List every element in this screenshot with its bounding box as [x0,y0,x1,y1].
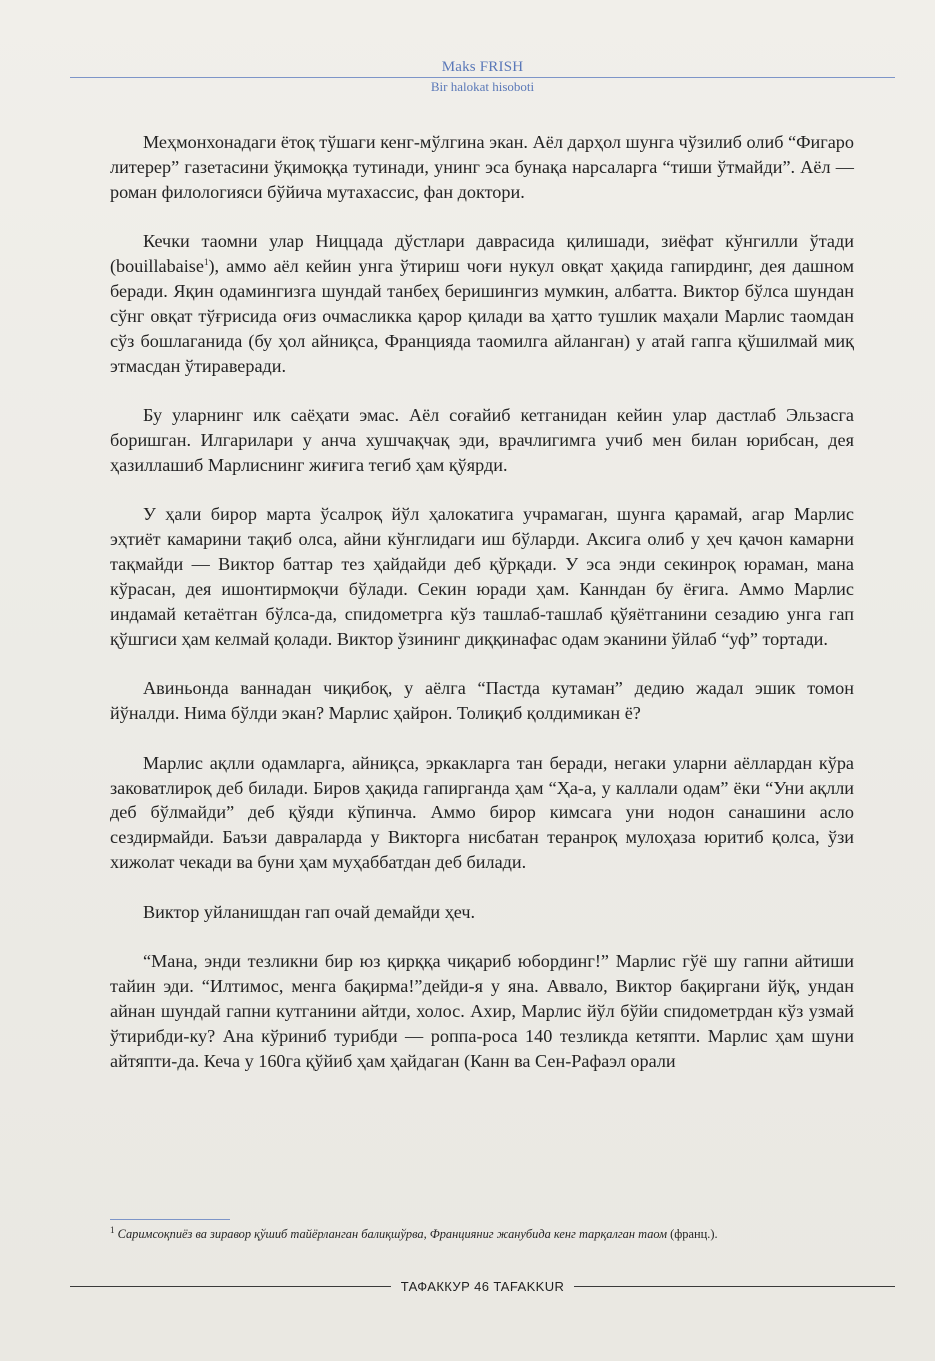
footnote [110,1226,900,1242]
paragraph-2-text-b: ), аммо аёл кейин унга ўтириш чоғи нукул овқат ҳақида гапирдинг, дея дашном беради. Яқин одамингизга шундай танбеҳ беришингиз мумкин, албатта. Виктор бўлса шундан сўнг овқат тўғрисида оғиз очмасликка қарор қилади ва ҳатто тушлик маҳали Марлис таомдан сўз бошлаганида (бу ҳол айниқса, Францияда таомилга айланган) у атай гапга қўшилмай миқ этмасдан ўтираверади. [110,256,854,376]
footer-folio: ТАФАККУР 46 TAFAKKUR [400,1278,565,1294]
paragraph-2-text-a: Кечки таомни улар Ниццада дўстлари даврасида қилишади, зиёфат кўнгилли ўтади (bouillabaise [110,231,854,277]
paragraph-2 [110,229,854,378]
footnote-mark: 1 [110,1224,115,1235]
footnote-rule [110,1219,230,1220]
footer-rule-left [70,1286,391,1287]
paragraph-5: Авиньонда ваннадан чиқибоқ, у аёлга “Пастда кутаман” дедию жадал эшик томон йўналди. Нима бўлди экан? Марлис ҳайрон. Толиқиб қолдимикан ё? [110,678,854,724]
paragraph-4: У ҳали бирор марта ўсалроқ йўл ҳалокатига учрамаган, шунга қарамай, агар Марлис эҳтиёт камарини тақиб олса, айни кўнглидаги иш бўларди. Аксига олиб у ҳеч қачон камарни тақмайди — Виктор баттар тез ҳайдайди деб қўрқади. У эса энди секинроқ юраман, мана кўрасан, дея ишонтирмоқчи бўлади. Секин юради ҳам. Канндан бу ёғига. Аммо Марлис индамай кетаётган бўлса-да, спидометрга кўз ташлаб-ташлаб қўяётганини сезадию унга гап қўшгиси ҳам келмай қолади. Виктор ўзининг диққинафас одам эканини ўйлаб “уф” тортади. [110,504,854,649]
running-head-author: Maks FRISH [441,59,524,75]
paragraph-6: Марлис ақлли одамларга, айниқса, эркакларга тан беради, негаки уларни аёллардан кўра заковатлироқ деб билади. Биров ҳақида гапирганда ҳам “Ҳа-а, у каллали одам” ёки “Уни ақлли деб бўлмайди” деб қўяди кўпинча. Аммо бирор кимсага уни нодон санашини асло сездирмайди. Баъзи давраларда у Викторга нисбатан теранроқ мулоҳаза юритиб қолса, ўзи хижолат чекади ва буни ҳам муҳаббатдан деб билади. [110,752,854,873]
paragraph-3: Бу уларнинг илк саёҳати эмас. Аёл соғайиб кетганидан кейин улар дастлаб Эльзасга боришган. Илгарилари у анча хушчақчақ эди, врачлигимга учиб мен билан юрибсан, дея ҳазиллашиб Марлиснинг жиғига тегиб ҳам қўярди. [110,405,854,475]
running-head-title: Bir halokat hisoboti [430,79,535,94]
footnote-reference[interactable]: 1 [203,257,209,268]
page-footer [70,1276,895,1296]
paragraph-7: Виктор уйланишдан гап очай демайди ҳеч. [143,901,476,922]
running-head [70,58,895,95]
footnote-language: (франц.). [670,1227,718,1241]
footer-rule-right [574,1286,895,1287]
footnote-text: Саримсоқпиёз ва зиравор қўшиб тайёрланган балиқшўрва, Францияниг жанубида кенг тарқалган таом [117,1227,668,1241]
running-head-rule [70,77,895,78]
paragraph-8: “Мана, энди тезликни бир юз қирққа чиқариб юбординг!” Марлис гўё шу гапни айтиши тайин эди. “Илтимос, менга бақирма!”дейди-я у яна. Аввало, Виктор бақиргани йўқ, ундан айнан шундай гапни кутганини айтди, холос. Ахир, Марлис йўл бўйи спидометрдан кўз узмай ўтирибди-ку? Ана кўриниб турибди — роппа-роса 140 тезликда кетяпти. Марлис ҳам шуни айтяпти-да. Кеча у 160га қўйиб ҳам ҳайдаган (Канн ва Сен-Рафаэл орали [110,951,854,1071]
paragraph-1: Меҳмонхонадаги ётоқ тўшаги кенг-мўлгина экан. Аёл дарҳол шунга чўзилиб олиб “Фигаро литерер” газетасини ўқимоққа тутинади, унинг эса бунақа нарсаларга “тиши ўтмайди”. Аёл — роман филологияси бўйича мутахассис, фан доктори. [110,132,854,202]
article-body [110,130,854,1074]
